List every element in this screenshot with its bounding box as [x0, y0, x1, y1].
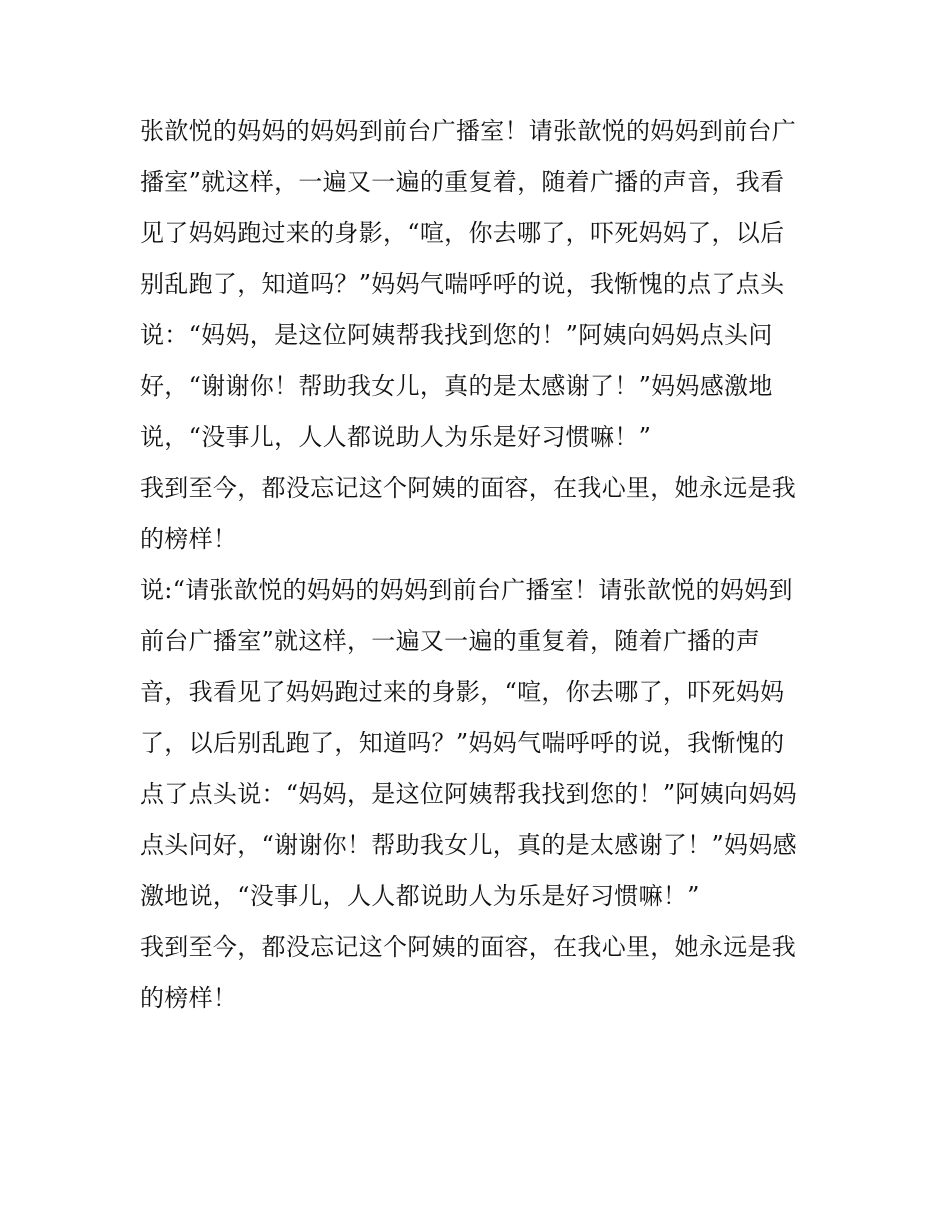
text-line: 我到至今，都没忘记这个阿姨的面容，在我心里，她永远是我 [140, 933, 797, 961]
text-line: 前台广播室”就这样，一遍又一遍的重复着，随着广播的声 [140, 627, 761, 655]
text-line: 说:“请张歆悦的妈妈的妈妈到前台广播室！请张歆悦的妈妈到 [140, 576, 793, 604]
text-line: 点头问好，“谢谢你！帮助我女儿，真的是太感谢了！”妈妈感 [140, 831, 797, 859]
text-line: 说：“妈妈，是这位阿姨帮我找到您的！”阿姨向妈妈点头问 [140, 321, 773, 349]
text-line: 的榜样！ [140, 984, 238, 1012]
text-line: 张歆悦的妈妈的妈妈到前台广播室！请张歆悦的妈妈到前台广 [140, 117, 797, 145]
text-line: 好，“谢谢你！帮助我女儿，真的是太感谢了！”妈妈感激地 [140, 372, 773, 400]
text-line: 说，“没事儿，人人都说助人为乐是好习惯嘛！” [140, 423, 652, 451]
text-line: 别乱跑了，知道吗？”妈妈气喘呼呼的说，我惭愧的点了点头 [140, 270, 785, 298]
text-line: 播室”就这样，一遍又一遍的重复着，随着广播的声音，我看 [140, 168, 785, 196]
text-line: 见了妈妈跑过来的身影，“喧，你去哪了，吓死妈妈了，以后 [140, 219, 785, 247]
text-line: 激地说，“没事儿，人人都说助人为乐是好习惯嘛！” [140, 882, 700, 910]
body-text [140, 106, 820, 1024]
text-line: 了，以后别乱跑了，知道吗？”妈妈气喘呼呼的说，我惭愧的 [140, 729, 785, 757]
text-line: 我到至今，都没忘记这个阿姨的面容，在我心里，她永远是我 [140, 474, 797, 502]
text-line: 的榜样！ [140, 525, 238, 553]
text-line: 音，我看见了妈妈跑过来的身影，“喧，你去哪了，吓死妈妈 [140, 678, 785, 706]
text-line: 点了点头说：“妈妈，是这位阿姨帮我找到您的！”阿姨向妈妈 [140, 780, 797, 808]
